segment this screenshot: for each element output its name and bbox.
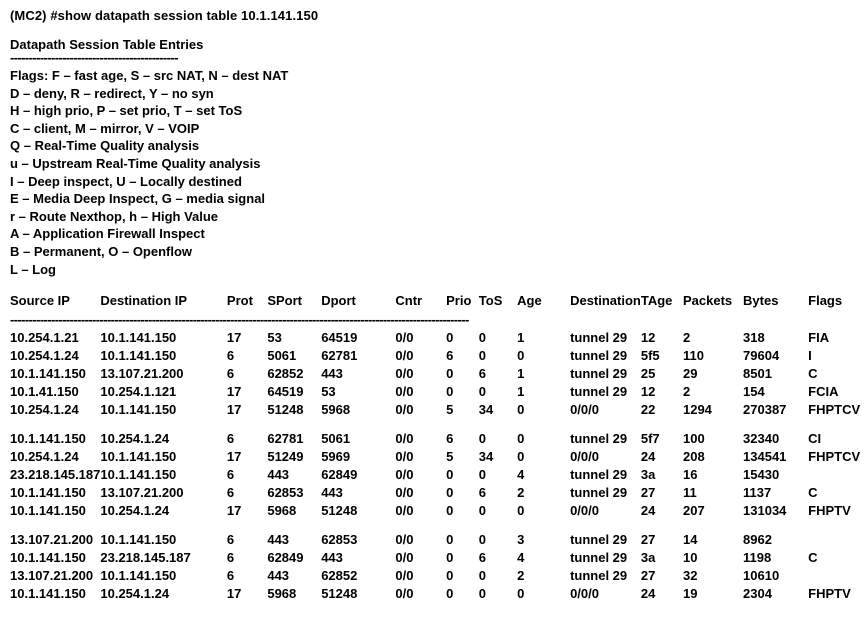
- cell-sport: 51248: [267, 402, 304, 418]
- cell-flags: FIA: [808, 330, 830, 346]
- cell-destination-ip: 10.1.141.150: [100, 449, 177, 465]
- cell-prio: 5: [446, 402, 454, 418]
- cell-destination: 0/0/0: [570, 586, 599, 602]
- cell-prot: 17: [226, 384, 242, 400]
- cell-sport: 443: [267, 568, 290, 584]
- cell-source-ip: 10.1.141.150: [10, 366, 86, 382]
- cell-tage: 27: [640, 485, 656, 501]
- cell-age: 0: [517, 503, 525, 519]
- cell-destination: tunnel 29: [570, 485, 628, 501]
- cell-packets: 110: [682, 348, 704, 364]
- cell-packets: 10: [682, 550, 698, 566]
- cell-destination-ip: 10.1.141.150: [100, 330, 177, 346]
- cell-source-ip: 10.1.41.150: [10, 384, 79, 400]
- cell-cntr: 0/0: [395, 366, 414, 382]
- flags-legend: [10, 67, 867, 278]
- cell-prot: 6: [226, 485, 235, 501]
- session-table: [10, 292, 867, 603]
- cell-prot: 17: [226, 449, 242, 465]
- table-row: [10, 365, 867, 383]
- cell-cntr: 0/0: [395, 550, 414, 566]
- cell-flags: FCIA: [808, 384, 839, 400]
- column-header-prot: Prot: [226, 293, 253, 309]
- cell-dport: 62849: [321, 467, 358, 483]
- table-row: [10, 401, 867, 419]
- table-row: [10, 383, 867, 401]
- cell-tos: 0: [478, 586, 487, 602]
- cell-packets: 19: [682, 586, 698, 602]
- cell-prio: 0: [446, 384, 454, 400]
- cell-packets: 2: [682, 384, 691, 400]
- cell-sport: 53: [267, 330, 282, 346]
- cell-source-ip: 10.1.141.150: [10, 503, 86, 519]
- table-row: [10, 448, 867, 466]
- cell-destination-ip: 23.218.145.187: [100, 550, 191, 566]
- cell-dport: 443: [321, 485, 343, 501]
- table-header-divider: [10, 311, 867, 329]
- cell-dport: 51248: [321, 586, 358, 602]
- cell-destination-ip: 13.107.21.200: [100, 485, 184, 501]
- column-header-source-ip: Source IP: [10, 293, 70, 309]
- cell-source-ip: 10.254.1.21: [10, 330, 79, 346]
- cell-bytes: 2304: [743, 586, 772, 602]
- cell-tos: 34: [478, 402, 494, 418]
- cell-destination: tunnel 29: [570, 366, 628, 382]
- cell-cntr: 0/0: [395, 467, 414, 483]
- legend-line: C – client, M – mirror, V – VOIP: [10, 120, 200, 136]
- cell-sport: 62852: [267, 366, 304, 382]
- cell-prot: 6: [226, 431, 235, 447]
- cell-source-ip: 10.1.141.150: [10, 586, 86, 602]
- cell-destination: tunnel 29: [570, 568, 628, 584]
- cell-prio: 0: [446, 532, 454, 548]
- cell-prot: 6: [226, 467, 235, 483]
- cell-prio: 0: [446, 330, 454, 346]
- cell-tos: 0: [478, 503, 487, 519]
- table-row: [10, 430, 867, 448]
- cell-tage: 3a: [640, 467, 656, 483]
- cell-packets: 16: [682, 467, 698, 483]
- cell-flags: FHPTCV: [808, 449, 861, 465]
- cell-sport: 5968: [267, 503, 297, 519]
- cell-tage: 12: [640, 330, 656, 346]
- legend-line: r – Route Nexthop, h – High Value: [10, 208, 219, 224]
- cell-age: 0: [517, 431, 525, 447]
- cell-prot: 6: [226, 550, 235, 566]
- cell-tos: 0: [478, 532, 487, 548]
- cell-tos: 0: [478, 431, 487, 447]
- cell-destination-ip: 10.1.141.150: [100, 568, 177, 584]
- cell-dport: 443: [321, 366, 343, 382]
- cell-packets: 11: [682, 485, 697, 501]
- cell-destination-ip: 10.254.1.24: [100, 431, 170, 447]
- cell-source-ip: 13.107.21.200: [10, 532, 94, 548]
- cell-packets: 32: [682, 568, 698, 584]
- cell-bytes: 270387: [743, 402, 787, 418]
- cell-prio: 6: [446, 431, 454, 447]
- cell-destination: tunnel 29: [570, 348, 628, 364]
- cell-tage: 3a: [640, 550, 656, 566]
- cell-cntr: 0/0: [395, 568, 414, 584]
- cell-tos: 0: [478, 348, 487, 364]
- cell-bytes: 1137: [743, 485, 772, 501]
- cell-destination: 0/0/0: [570, 449, 599, 465]
- cell-source-ip: 10.1.141.150: [10, 431, 86, 447]
- cell-bytes: 8962: [743, 532, 772, 548]
- section-title: Datapath Session Table Entries: [10, 37, 204, 52]
- cell-prio: 0: [446, 586, 454, 602]
- cell-age: 2: [517, 485, 525, 501]
- cell-bytes: 15430: [743, 467, 780, 483]
- cell-tos: 0: [478, 384, 487, 400]
- cell-sport: 64519: [267, 384, 304, 400]
- cell-tage: 5f5: [640, 348, 660, 364]
- cell-age: 0: [517, 586, 525, 602]
- table-row: [10, 484, 867, 502]
- column-header-tage: TAge: [640, 293, 673, 309]
- cell-destination: tunnel 29: [570, 532, 628, 548]
- cell-prio: 5: [446, 449, 454, 465]
- cell-cntr: 0/0: [395, 384, 414, 400]
- cell-tage: 12: [640, 384, 656, 400]
- cell-tage: 5f7: [640, 431, 660, 447]
- cell-cntr: 0/0: [395, 348, 414, 364]
- table-row: [10, 466, 867, 484]
- cell-tage: 24: [640, 449, 656, 465]
- cell-tage: 24: [640, 586, 656, 602]
- cell-tos: 0: [478, 330, 487, 346]
- cell-sport: 5061: [267, 348, 297, 364]
- cell-prio: 0: [446, 503, 454, 519]
- cell-source-ip: 10.254.1.24: [10, 348, 79, 364]
- table-row: [10, 502, 867, 520]
- cell-tage: 27: [640, 568, 656, 584]
- cell-prot: 6: [226, 532, 235, 548]
- cell-bytes: 10610: [743, 568, 780, 584]
- cell-sport: 443: [267, 467, 290, 483]
- cell-sport: 62853: [267, 485, 304, 501]
- cell-age: 4: [517, 550, 525, 566]
- cell-cntr: 0/0: [395, 532, 414, 548]
- cell-destination: tunnel 29: [570, 384, 628, 400]
- cell-flags: FHPTV: [808, 503, 851, 519]
- command-line: (MC2) #show datapath session table 10.1.141.150: [10, 8, 319, 23]
- table-row: [10, 549, 867, 567]
- cell-source-ip: 10.254.1.24: [10, 449, 79, 465]
- cell-prot: 17: [226, 503, 242, 519]
- cell-destination-ip: 10.1.141.150: [100, 348, 177, 364]
- cell-dport: 443: [321, 550, 343, 566]
- cell-packets: 100: [682, 431, 705, 447]
- cell-destination-ip: 10.254.1.121: [100, 384, 177, 400]
- cell-cntr: 0/0: [395, 503, 414, 519]
- cell-flags: [808, 466, 867, 484]
- legend-line: B – Permanent, O – Openflow: [10, 243, 193, 259]
- cell-tos: 6: [478, 485, 487, 501]
- cell-destination-ip: 10.254.1.24: [100, 503, 170, 519]
- cell-destination: 0/0/0: [570, 402, 599, 418]
- cell-tos: 6: [478, 366, 487, 382]
- cell-bytes: 134541: [743, 449, 787, 465]
- legend-line: E – Media Deep Inspect, G – media signal: [10, 191, 266, 207]
- cell-sport: 5968: [267, 586, 297, 602]
- cell-dport: 62853: [321, 532, 358, 548]
- table-row: [10, 567, 867, 585]
- cell-tage: 24: [640, 503, 656, 519]
- cell-prot: 6: [226, 568, 235, 584]
- cell-tos: 0: [478, 467, 487, 483]
- cell-cntr: 0/0: [395, 431, 414, 447]
- column-header-prio: Prio: [446, 293, 472, 309]
- cell-age: 1: [517, 330, 525, 346]
- cell-age: 0: [517, 402, 525, 418]
- cell-age: 4: [517, 467, 525, 483]
- cell-cntr: 0/0: [395, 402, 414, 418]
- legend-line: A – Application Firewall Inspect: [10, 226, 205, 242]
- cell-tage: 22: [640, 402, 656, 418]
- cell-flags: FHPTV: [808, 586, 851, 602]
- cell-dport: 51248: [321, 503, 358, 519]
- cell-dport: 5968: [321, 402, 351, 418]
- table-row: [10, 347, 867, 365]
- column-header-destination-ip: Destination IP: [100, 293, 188, 309]
- cell-age: 3: [517, 532, 525, 548]
- cell-dport: 62852: [321, 568, 358, 584]
- cell-destination-ip: 13.107.21.200: [100, 366, 184, 382]
- cell-flags: [808, 531, 867, 549]
- cell-packets: 29: [682, 366, 698, 382]
- cell-age: 0: [517, 348, 525, 364]
- cell-dport: 5061: [321, 431, 351, 447]
- column-header-age: Age: [517, 293, 542, 309]
- cell-sport: 62781: [267, 431, 304, 447]
- legend-line: D – deny, R – redirect, Y – no syn: [10, 85, 214, 101]
- cell-cntr: 0/0: [395, 586, 414, 602]
- column-header-cntr: Cntr: [395, 293, 423, 309]
- cell-tos: 6: [478, 550, 487, 566]
- cell-destination-ip: 10.1.141.150: [100, 532, 177, 548]
- table-row: [10, 329, 867, 347]
- cell-flags: C: [808, 485, 818, 501]
- cell-bytes: 154: [743, 384, 765, 400]
- legend-line: I – Deep inspect, U – Locally destined: [10, 173, 242, 189]
- cell-age: 2: [517, 568, 525, 584]
- cell-bytes: 8501: [743, 366, 772, 382]
- session-table-body: [10, 329, 867, 603]
- table-row: [10, 585, 867, 603]
- column-header-packets: Packets: [682, 293, 733, 309]
- cell-dport: 64519: [321, 330, 358, 346]
- legend-line: Q – Real-Time Quality analysis: [10, 138, 200, 154]
- cell-flags: CI: [808, 431, 822, 447]
- cell-packets: 14: [682, 532, 698, 548]
- cell-sport: 62849: [267, 550, 304, 566]
- column-header-bytes: Bytes: [743, 293, 779, 309]
- cell-bytes: 32340: [743, 431, 780, 447]
- cell-source-ip: 10.1.141.150: [10, 550, 86, 566]
- cell-cntr: 0/0: [395, 485, 414, 501]
- cell-cntr: 0/0: [395, 449, 414, 465]
- cell-bytes: 318: [743, 330, 765, 346]
- cell-destination-ip: 10.1.141.150: [100, 402, 177, 418]
- cell-age: 1: [517, 366, 525, 382]
- column-header-sport: SPort: [267, 293, 303, 309]
- cell-destination-ip: 10.254.1.24: [100, 586, 170, 602]
- cell-destination: tunnel 29: [570, 330, 628, 346]
- cell-destination-ip: 10.1.141.150: [100, 467, 177, 483]
- legend-line: L – Log: [10, 261, 56, 277]
- cell-dport: 5969: [321, 449, 351, 465]
- column-header-destination: Destination: [570, 293, 641, 309]
- cell-source-ip: 13.107.21.200: [10, 568, 94, 584]
- legend-line: H – high prio, P – set prio, T – set ToS: [10, 103, 243, 119]
- cell-prio: 0: [446, 366, 454, 382]
- cell-tage: 25: [640, 366, 656, 382]
- table-header-row: [10, 292, 867, 311]
- cell-sport: 443: [267, 532, 290, 548]
- cell-flags: C: [808, 550, 818, 566]
- cell-prio: 0: [446, 568, 454, 584]
- cell-cntr: 0/0: [395, 330, 414, 346]
- cell-tage: 27: [640, 532, 656, 548]
- cell-packets: 207: [682, 503, 705, 519]
- cell-prio: 0: [446, 467, 454, 483]
- cell-prio: 0: [446, 485, 454, 501]
- row-group-spacer: [10, 520, 867, 531]
- cell-sport: 51249: [267, 449, 304, 465]
- cell-dport: 53: [321, 384, 336, 400]
- cell-dport: 62781: [321, 348, 358, 364]
- cell-prot: 17: [226, 330, 242, 346]
- cell-bytes: 79604: [743, 348, 780, 364]
- cell-packets: 1294: [682, 402, 712, 418]
- cell-prot: 17: [226, 402, 242, 418]
- cell-packets: 2: [682, 330, 691, 346]
- cell-bytes: 1198: [743, 550, 772, 566]
- column-header-dport: Dport: [321, 293, 356, 309]
- row-group-spacer: [10, 419, 867, 430]
- cell-flags: [808, 567, 867, 585]
- cell-prot: 6: [226, 366, 235, 382]
- cell-source-ip: 10.1.141.150: [10, 485, 86, 501]
- cell-flags: I: [808, 348, 812, 364]
- cell-flags: C: [808, 366, 818, 382]
- cell-bytes: 131034: [743, 503, 787, 519]
- section-divider: ---------------------------------------------: [10, 50, 178, 65]
- column-header-flags: Flags: [808, 293, 843, 309]
- cell-prot: 6: [226, 348, 235, 364]
- cell-age: 1: [517, 384, 525, 400]
- cell-source-ip: 23.218.145.187: [10, 467, 101, 483]
- cell-destination: 0/0/0: [570, 503, 599, 519]
- header-divider-text: ---------------------------------------------------------------------------------------------------------------------------: [10, 312, 469, 328]
- legend-line: u – Upstream Real-Time Quality analysis: [10, 155, 261, 171]
- cell-tos: 0: [478, 568, 487, 584]
- legend-line: Flags: F – fast age, S – src NAT, N – dest NAT: [10, 68, 289, 83]
- cell-packets: 208: [682, 449, 705, 465]
- cell-prio: 0: [446, 550, 454, 566]
- cell-destination: tunnel 29: [570, 431, 628, 447]
- table-row: [10, 531, 867, 549]
- cell-prio: 6: [446, 348, 454, 364]
- column-header-tos: ToS: [478, 293, 503, 309]
- cell-age: 0: [517, 449, 525, 465]
- cell-flags: FHPTCV: [808, 402, 861, 418]
- cell-tos: 34: [478, 449, 494, 465]
- cell-destination: tunnel 29: [570, 467, 628, 483]
- cell-prot: 17: [226, 586, 242, 602]
- cell-source-ip: 10.254.1.24: [10, 402, 79, 418]
- cell-destination: tunnel 29: [570, 550, 628, 566]
